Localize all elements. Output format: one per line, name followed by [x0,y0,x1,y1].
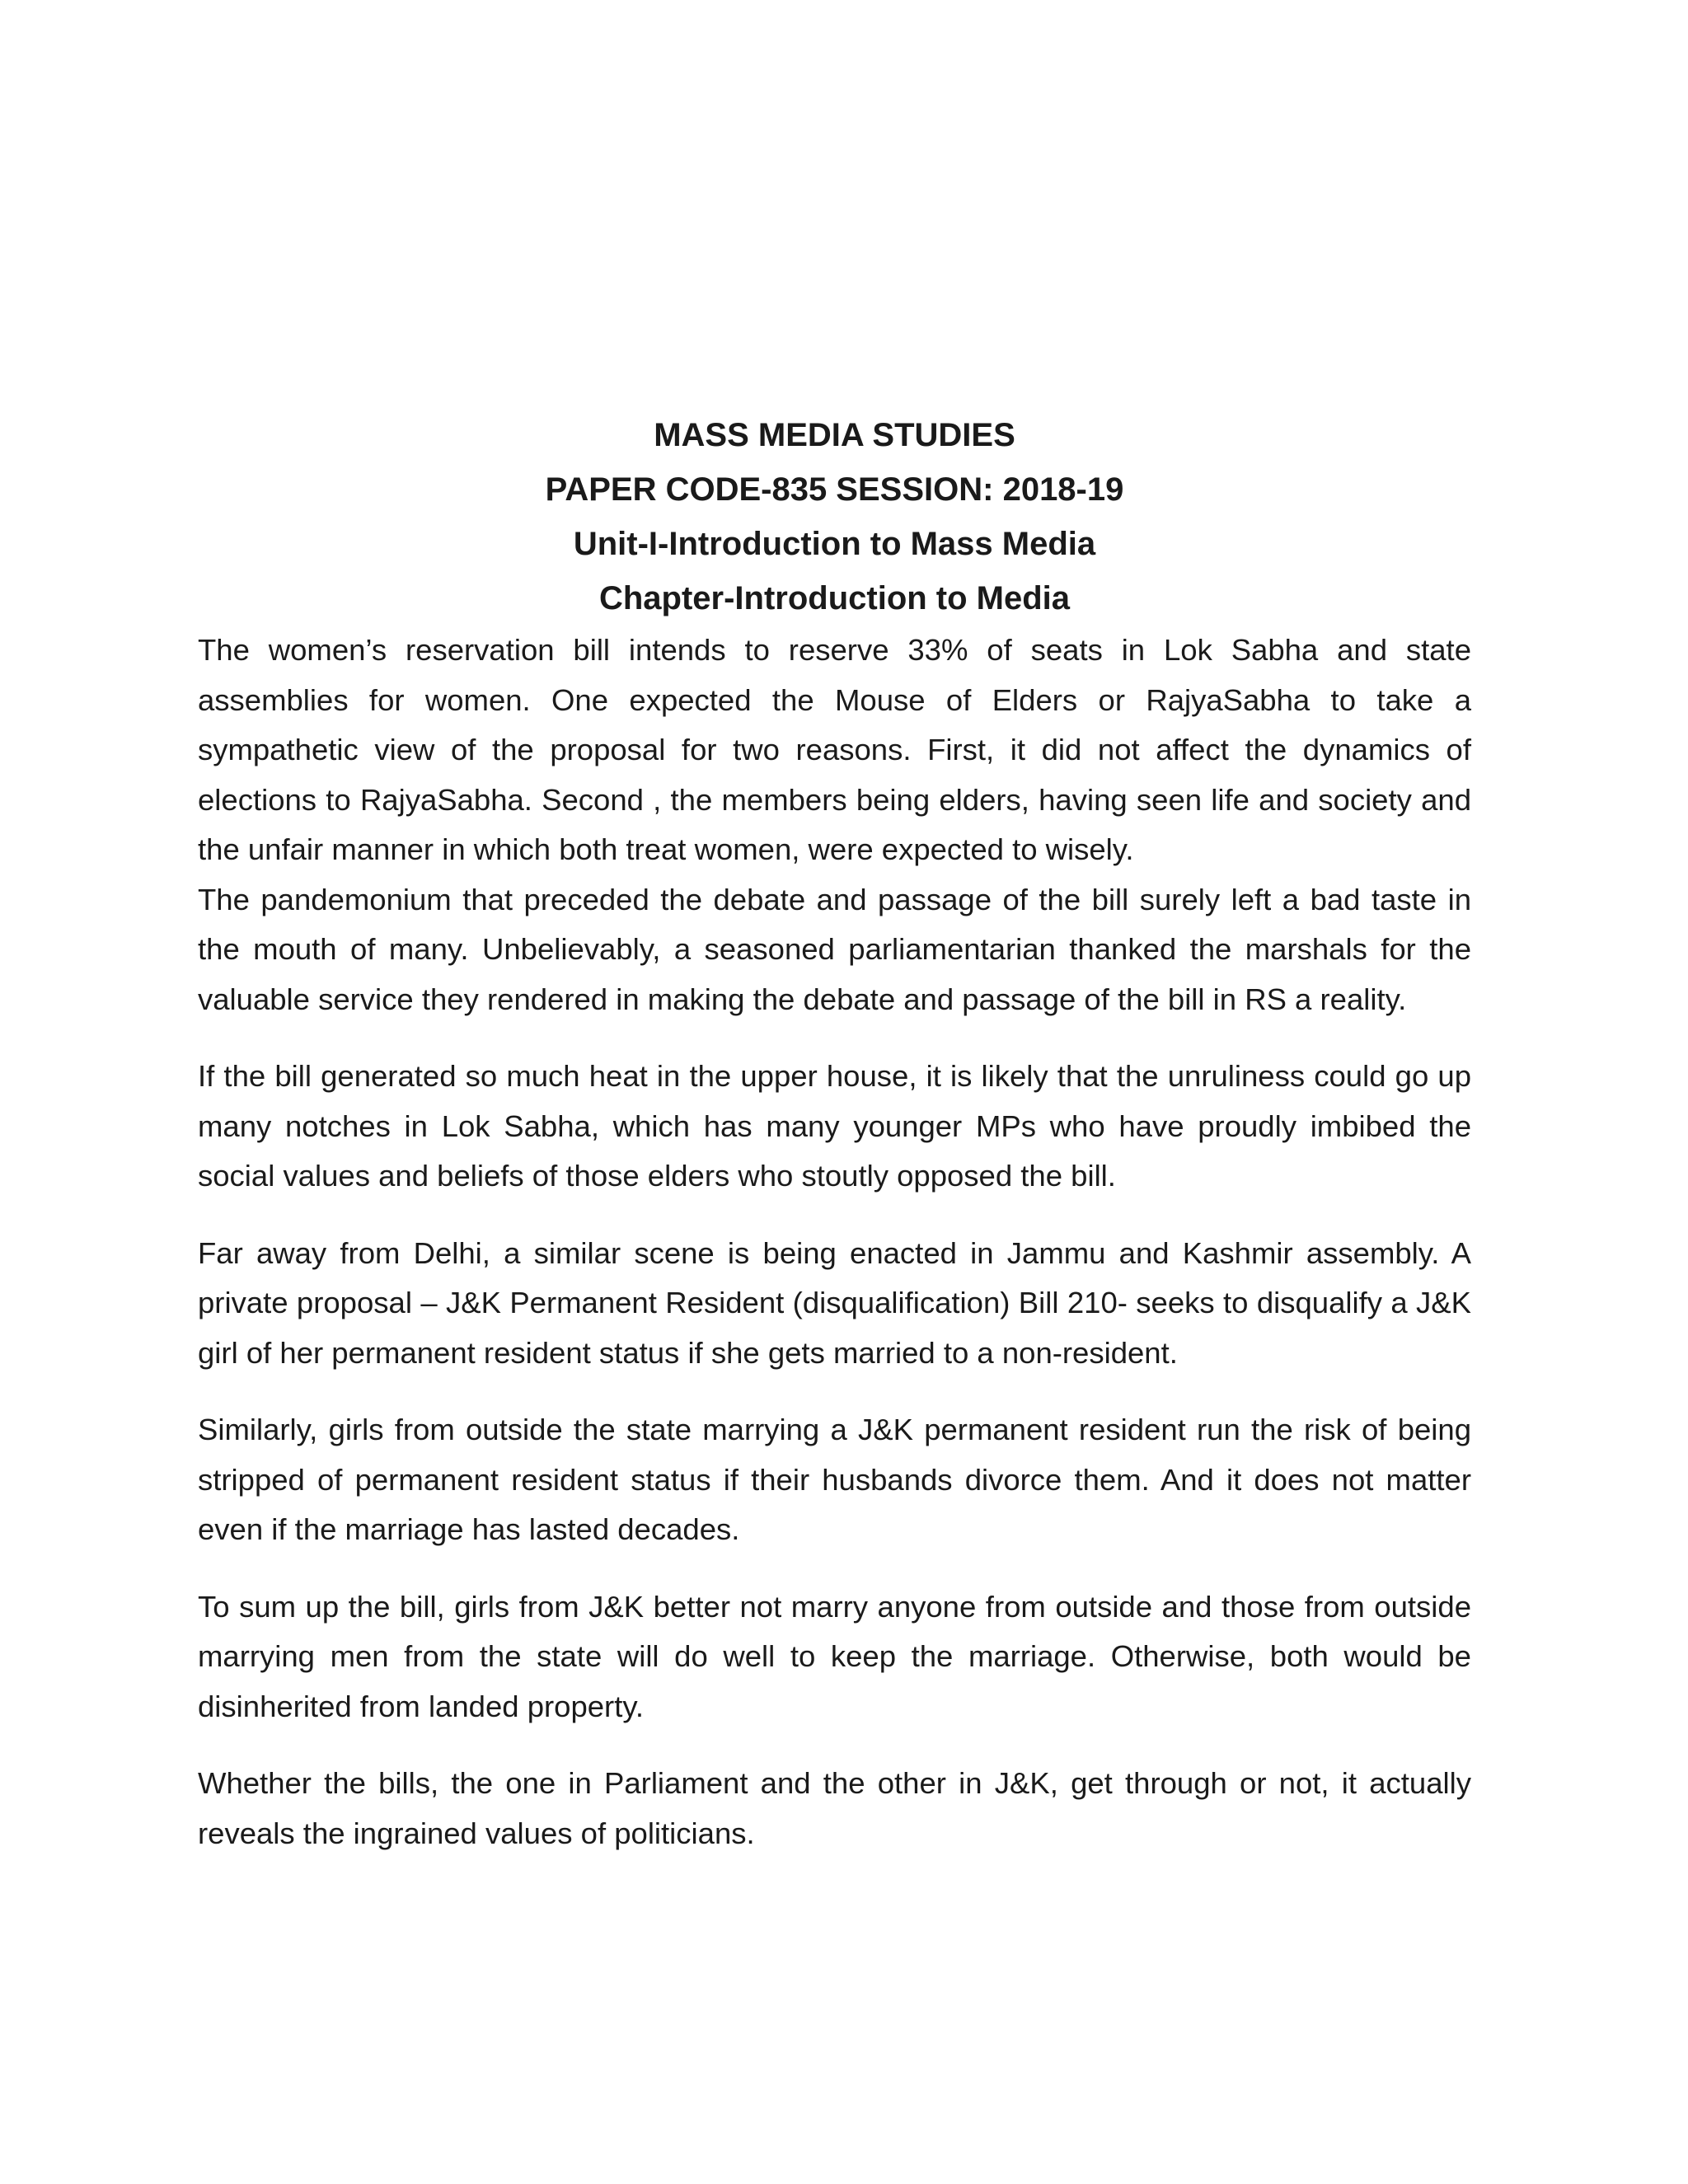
document-body [198,626,1471,1858]
document-header [198,408,1471,626]
paragraph-gap [198,1024,1471,1052]
unit-title: Unit-I-Introduction to Mass Media [573,526,1096,562]
paragraph-gap [198,1378,1471,1405]
document-page [198,408,1471,1858]
paper-code-line: PAPER CODE-835 SESSION: 2018-19 [545,471,1124,508]
paragraph-2: The pandemonium that preceded the debate and passage of the bill surely left a bad taste in the mouth of many. Unbelievably, a seasoned parliamentarian thanked the marshals for the valuable service they rendered in making the debate and passage of the bill in RS a reality. [198,882,1471,1016]
paragraph-gap [198,1202,1471,1229]
paragraph-6: To sum up the bill, girls from J&K better not marry anyone from outside and those from outside marrying men from the state will do well to keep the marriage. Otherwise, both would be disinherited from landed property. [198,1589,1471,1723]
paragraph-3: If the bill generated so much heat in the upper house, it is likely that the unruliness could go up many notches in Lok Sabha, which has many younger MPs who have proudly imbibed the social values and beliefs of those elders who stoutly opposed the bill. [198,1059,1471,1193]
paragraph-5: Similarly, girls from outside the state marrying a J&K permanent resident run the risk of being stripped of permanent resident status if their husbands divorce them. And it does not matter even if the marriage has lasted decades. [198,1413,1471,1546]
document-title: MASS MEDIA STUDIES [654,417,1015,453]
paragraph-7: Whether the bills, the one in Parliament and the other in J&K, get through or not, it actually reveals the ingrained values of politicians. [198,1766,1471,1850]
paragraph-4: Far away from Delhi, a similar scene is being enacted in Jammu and Kashmir assembly. A private proposal – J&K Permanent Resident (disqualification) Bill 210- seeks to disqualify a J&K girl of her permanent resident status if she gets married to a non-resident. [198,1235,1471,1370]
chapter-title: Chapter-Introduction to Media [598,580,1071,616]
paragraph-gap [198,1732,1471,1759]
paragraph-gap [198,1555,1471,1582]
paragraph-1: The women’s reservation bill intends to reserve 33% of seats in Lok Sabha and state assemblies for women. One expected the Mouse of Elders or RajyaSabha to take a sympathetic view of the proposal for two reasons. First, it did not affect the dynamics of elections to RajyaSabha. Second , the members being elders, having seen life and society and the unfair manner in which both treat women, were expected to wisely. [198,633,1471,866]
